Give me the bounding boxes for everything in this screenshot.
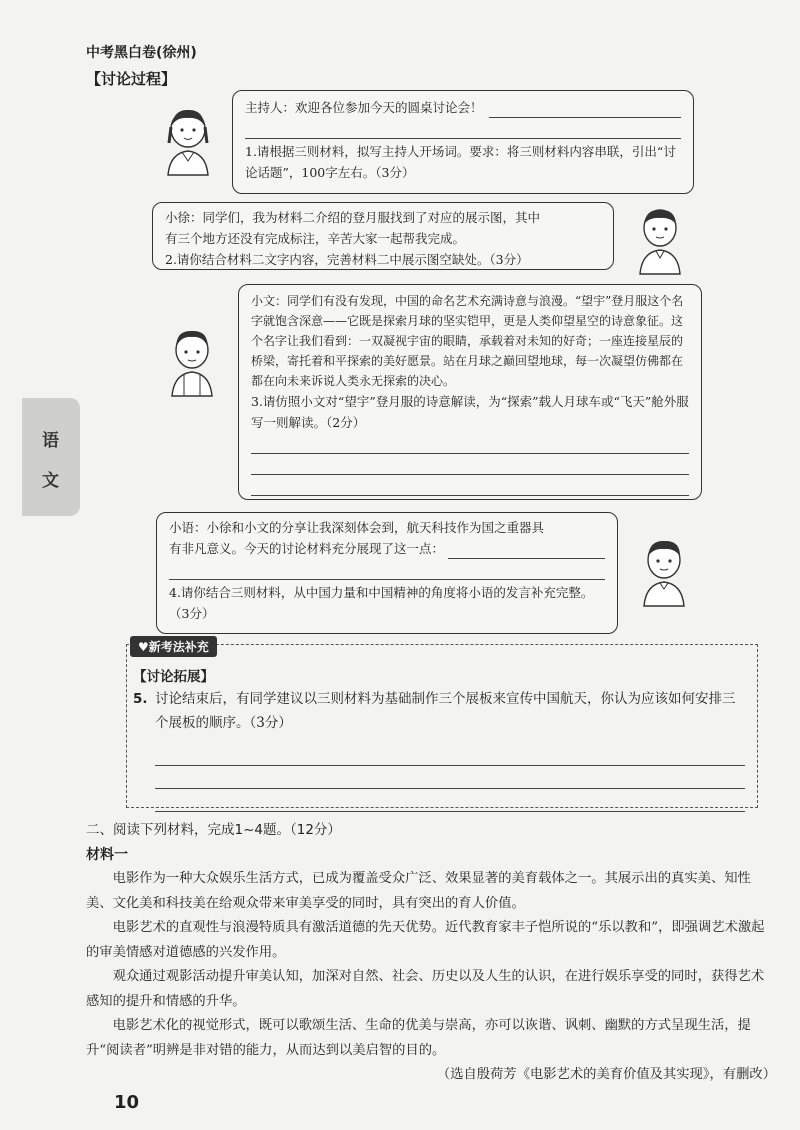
answer-line[interactable] [251,435,689,454]
side-tab-char-2: 文 [42,471,59,491]
host-girl-illustration [160,105,216,177]
question-4: 4.请你结合三则材料，从中国力量和中国精神的角度将小语的发言补充完整。（3分） [169,585,594,621]
page-header-title: 中考黑白卷(徐州) [86,45,197,61]
host-speech-bubble [232,90,694,194]
reading-paragraph: 电影艺术化的视觉形式，既可以歌颂生活、生命的优美与崇高，亦可以诙谐、讽刺、幽默的方式呈现生活，提升“阅读者”明辨是非对错的能力，从而达到以美启智的目的。 [86,1018,751,1058]
answer-line[interactable] [169,561,605,580]
answer-line[interactable] [489,105,681,118]
host-opening-line: 主持人：欢迎各位参加今天的圆桌讨论会！ [245,100,483,115]
material-one-title: 材料一 [86,846,128,863]
xiaoyu-line-1: 小语：小徐和小文的分享让我深刻体会到，航天科技作为国之重器具 [169,520,545,535]
material-source: （选自殷荷芳《电影艺术的美育价值及其实现》，有删改） [436,1067,776,1082]
answer-line[interactable] [155,747,745,766]
xiaoxu-line-2: 有三个地方还没有完成标注，辛苦大家一起帮我完成。 [165,231,466,246]
question-3: 3.请仿照小文对“望宇”登月服的诗意解读，为“探索”载人月球车或“飞天”舱外服写一则解读。（2分） [251,394,689,430]
reading-paragraph: 电影艺术的直观性与浪漫特质具有激活道德的先天优势。近代教育家丰子恺所说的“乐以教和”，即强调艺术激起的审美情感对道德感的兴发作用。 [86,920,765,960]
side-tab-char-1: 语 [42,431,59,451]
page-number: 10 [114,1092,140,1113]
xiaowen-speech-text: 小文：同学们有没有发现，中国的命名艺术充满诗意与浪漫。“望宇”登月服这个名字就饱含深意——它既是探索月球的坚实铠甲，更是人类仰望星空的诗意象征。这个名字让我们看到：一双凝视宇宙的眼睛，承载着对未知的好奇；一座连接星辰的桥梁，寄托着和平探索的美好愿景。站在月球之巅回望地球，每一次凝望仿佛都在都在向未来诉说人类永无探索的决心。 [251,294,684,388]
question-5-number: 5. [133,691,148,707]
question-5-text: 讨论结束后，有同学建议以三则材料为基础制作三个展板来宣传中国航天，你认为应该如何安排三个展板的顺序。（3分） [155,691,736,731]
xiaoyu-boy-illustration [636,536,692,608]
answer-line[interactable] [251,477,689,496]
new-question-type-badge: ♥新考法补充 [130,636,217,657]
xiaowen-boy-illustration [164,326,220,398]
question-2: 2.请你结合材料二文字内容，完善材料二中展示图空缺处。（3分） [165,252,529,267]
answer-line[interactable] [155,793,745,812]
section-title-discussion-process: 【讨论过程】 [86,70,177,88]
answer-line[interactable] [448,546,605,559]
reading-paragraph: 观众通过观影活动提升审美认知，加深对自然、社会、历史以及人生的认识，在进行娱乐享受的同时，获得艺术感知的提升和情感的升华。 [86,969,765,1009]
xiaoxu-boy-illustration [632,204,688,276]
xiaoxu-speech-bubble [152,202,614,270]
subject-side-tab [22,398,80,516]
xiaoxu-line-1: 小徐：同学们，我为材料二介绍的登月服找到了对应的展示图，其中 [165,210,541,225]
reading-paragraph: 电影作为一种大众娱乐生活方式，已成为覆盖受众广泛、效果显著的美育载体之一。其展示出的真实美、知性美、文化美和科技美在给观众带来审美享受的同时，具有突出的育人价值。 [86,871,751,911]
reading-section [86,818,776,1088]
answer-line[interactable] [155,770,745,789]
extension-title: 【讨论拓展】 [133,669,214,685]
xiaowen-speech-bubble [238,284,702,500]
answer-line[interactable] [251,456,689,475]
xiaoyu-speech-bubble [156,512,618,634]
xiaoyu-line-2: 有非凡意义。今天的讨论材料充分展现了这一点： [169,541,445,556]
question-5-block [133,687,743,735]
question-1: 1.请根据三则材料，拟写主持人开场词。要求：将三则材料内容串联，引出“讨论话题”，100字左右。（3分） [245,144,676,180]
reading-heading: 二、阅读下列材料，完成1~4题。（12分） [86,822,341,838]
discussion-extension-box [126,644,758,808]
answer-lines [155,745,745,814]
answer-line[interactable] [245,120,681,139]
